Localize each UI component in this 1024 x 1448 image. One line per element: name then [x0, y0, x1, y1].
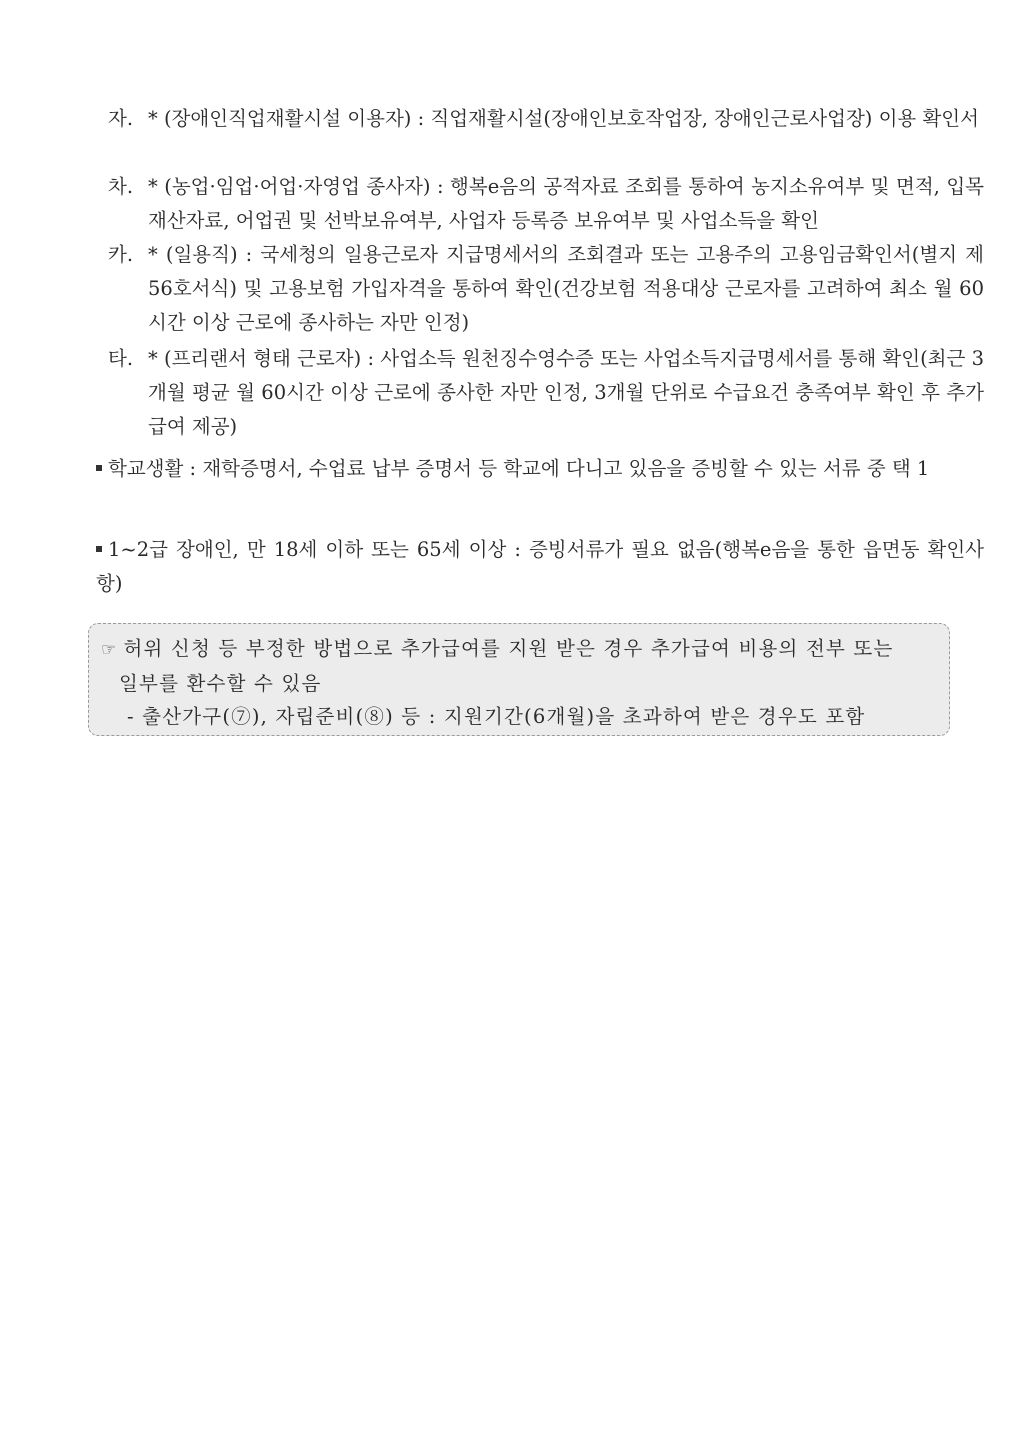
- notice-line-1: [101, 632, 935, 667]
- square-bullet-icon: [96, 546, 102, 552]
- item-text: * (농업·임업·어업·자영업 종사자) : 행복e음의 공적자료 조회를 통하여 농지소유여부 및 면적, 입목재산자료, 어업권 및 선박보유여부, 사업자 등록증 보유여부 및 사업소득을 확인: [148, 175, 984, 232]
- bullet-text: 1~2급 장애인, 만 18세 이하 또는 65세 이상 : 증빙서류가 필요 없음(행복e음을 통한 읍면동 확인사항): [96, 538, 984, 595]
- pointing-hand-icon: ☞: [101, 640, 118, 660]
- list-item-ja: [108, 102, 984, 136]
- item-marker: 카.: [108, 243, 134, 266]
- square-bullet-icon: [96, 465, 102, 471]
- notice-line-2: 일부를 환수할 수 있음: [119, 672, 322, 695]
- item-text: * (장애인직업재활시설 이용자) : 직업재활시설(장애인보호작업장, 장애인근로사업장) 이용 확인서: [148, 107, 979, 130]
- list-item-ta: [108, 342, 984, 444]
- item-marker: 타.: [108, 347, 134, 370]
- notice-line-3: - 출산가구(⑦), 자립준비(⑧) 등 : 지원기간(6개월)을 초과하여 받은 경우도 포함: [127, 705, 866, 728]
- list-item-cha: [108, 170, 984, 238]
- item-marker: 차.: [108, 175, 134, 198]
- notice-text-1: 허위 신청 등 부정한 방법으로 추가급여를 지원 받은 경우 추가급여 비용의 전부 또는: [123, 637, 894, 660]
- bullet-disability-age: [96, 533, 984, 601]
- item-text: * (프리랜서 형태 근로자) : 사업소득 원천징수영수증 또는 사업소득지급명세서를 통해 확인(최근 3개월 평균 월 60시간 이상 근로에 종사한 자만 인정, 3개월 단위로 수급요건 충족여부 확인 후 추가급여 제공): [148, 347, 984, 438]
- bullet-text: 학교생활 : 재학증명서, 수업료 납부 증명서 등 학교에 다니고 있음을 증빙할 수 있는 서류 중 택 1: [108, 457, 930, 480]
- item-text: * (일용직) : 국세청의 일용근로자 지급명세서의 조회결과 또는 고용주의 고용임금확인서(별지 제56호서식) 및 고용보험 가입자격을 통하여 확인(건강보험 적용대상 근로자를 고려하여 최소 월 60시간 이상 근로에 종사하는 자만 인정): [148, 243, 984, 334]
- bullet-school-life: [96, 452, 984, 486]
- list-item-ka: [108, 238, 984, 340]
- notice-box: [88, 623, 950, 736]
- item-marker: 자.: [108, 107, 134, 130]
